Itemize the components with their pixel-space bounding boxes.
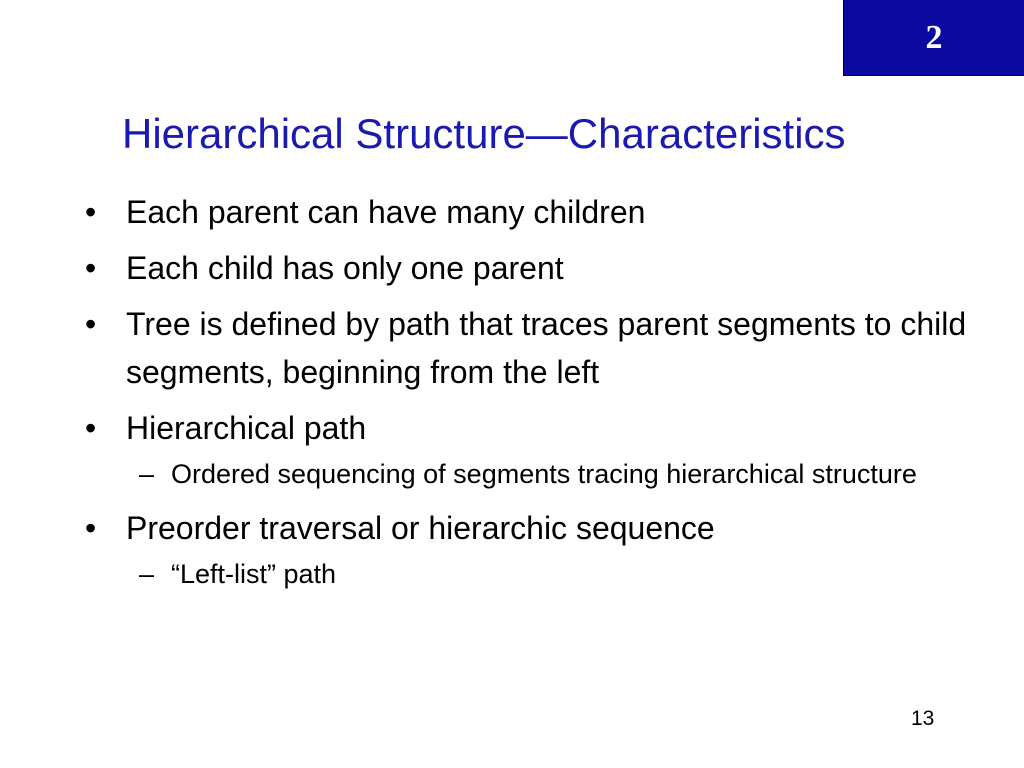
bullet-text: Each parent can have many children bbox=[126, 194, 646, 230]
bullet-item bbox=[85, 244, 985, 292]
bullet-marker: • bbox=[85, 250, 97, 286]
bullet-text: Hierarchical path bbox=[126, 410, 367, 446]
bullet-marker: • bbox=[85, 510, 97, 546]
bullet-item bbox=[85, 504, 985, 552]
page-number: 13 bbox=[911, 707, 935, 730]
slide-title: Hierarchical Structure—Characteristics bbox=[122, 110, 846, 157]
sub-bullet-item bbox=[85, 454, 985, 494]
bullet-list bbox=[85, 188, 985, 604]
bullet-item bbox=[85, 300, 985, 396]
bullet-text: Tree is defined by path that traces parent segments to child segments, beginning from the left bbox=[126, 306, 967, 390]
bullet-text: Preorder traversal or hierarchic sequence bbox=[126, 510, 715, 546]
bullet-marker: • bbox=[85, 306, 97, 342]
chapter-number-badge bbox=[843, 0, 1024, 76]
sub-bullet-text: Ordered sequencing of segments tracing hierarchical structure bbox=[171, 459, 917, 489]
bullet-marker: • bbox=[85, 194, 97, 230]
sub-bullet-item bbox=[85, 554, 985, 594]
sub-bullet-marker: – bbox=[139, 459, 155, 489]
bullet-item bbox=[85, 404, 985, 452]
bullet-text: Each child has only one parent bbox=[126, 250, 564, 286]
sub-bullet-marker: – bbox=[139, 559, 155, 589]
chapter-number: 2 bbox=[925, 18, 943, 56]
sub-bullet-text: “Left-list” path bbox=[171, 559, 337, 589]
bullet-item bbox=[85, 188, 985, 236]
bullet-marker: • bbox=[85, 410, 97, 446]
